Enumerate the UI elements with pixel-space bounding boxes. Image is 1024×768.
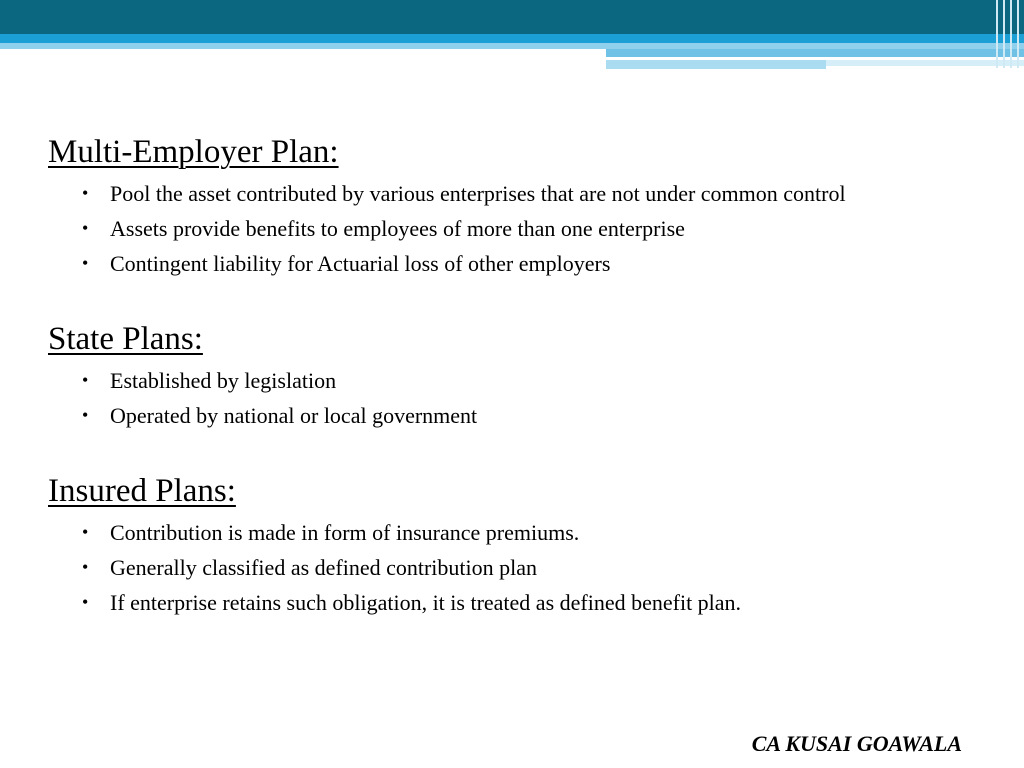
banner-accent-bar: [606, 49, 1024, 57]
bullet-item: [82, 398, 988, 433]
bullet-item: [82, 211, 988, 246]
slide-content: [48, 132, 988, 658]
bullet-item: [82, 363, 988, 398]
bullet-text: Contingent liability for Actuarial loss of other employers: [110, 251, 611, 276]
section-multi-employer-plan: [48, 132, 988, 281]
banner-stripe: [1010, 0, 1012, 68]
bullet-icon: •: [82, 405, 89, 425]
bullet-text: If enterprise retains such obligation, it is treated as defined benefit plan.: [110, 590, 742, 615]
banner-stripe: [996, 0, 998, 68]
bullet-icon: •: [82, 218, 89, 238]
bullet-item: [82, 176, 988, 211]
bullet-text: Assets provide benefits to employees of more than one enterprise: [110, 216, 685, 241]
section-title: State Plans:: [48, 321, 203, 357]
bullet-list: [48, 515, 988, 620]
bullet-icon: •: [82, 592, 89, 612]
banner-accent-bar-faint: [826, 60, 1024, 66]
bullet-list: [48, 176, 988, 281]
bullet-icon: •: [82, 370, 89, 390]
bullet-item: [82, 515, 988, 550]
bullet-text: Pool the asset contributed by various enterprises that are not under common control: [110, 181, 846, 206]
banner-accent-bar-lower: [606, 60, 826, 69]
section-state-plans: [48, 319, 988, 433]
bullet-icon: •: [82, 183, 89, 203]
section-title: Multi-Employer Plan:: [48, 134, 339, 170]
bullet-icon: •: [82, 557, 89, 577]
banner-mid-bar: [0, 34, 1024, 43]
bullet-text: Contribution is made in form of insurance premiums.: [110, 520, 580, 545]
banner-dark-bar: [0, 0, 1024, 34]
bullet-icon: •: [82, 253, 89, 273]
bullet-item: [82, 246, 988, 281]
section-title: Insured Plans:: [48, 473, 236, 509]
section-insured-plans: [48, 471, 988, 620]
bullet-text: Operated by national or local government: [110, 403, 478, 428]
bullet-text: Established by legislation: [110, 368, 337, 393]
bullet-icon: •: [82, 522, 89, 542]
bullet-item: [82, 550, 988, 585]
bullet-text: Generally classified as defined contribution plan: [110, 555, 538, 580]
bullet-item: [82, 585, 988, 620]
header-banner: [0, 0, 1024, 72]
bullet-list: [48, 363, 988, 433]
banner-stripe: [1003, 0, 1005, 68]
footer-author: CA KUSAI GOAWALA: [751, 731, 962, 756]
banner-stripe: [1017, 0, 1019, 68]
